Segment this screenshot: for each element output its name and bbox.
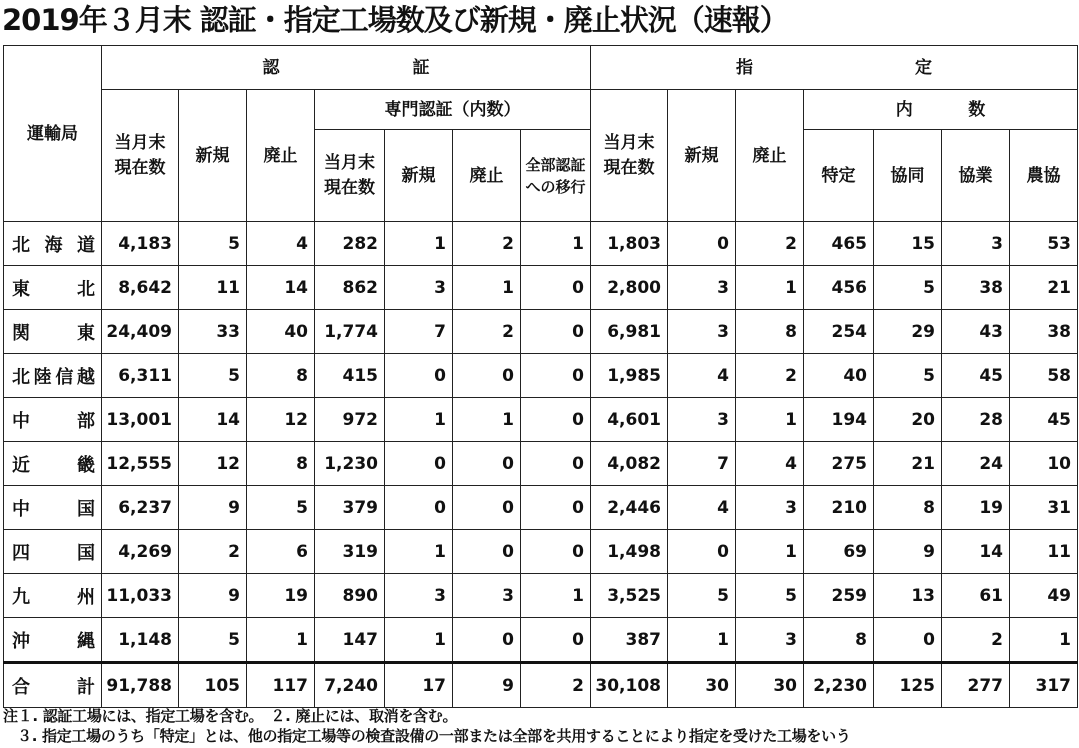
value-cell: 20 <box>874 398 942 442</box>
value-cell: 259 <box>804 574 874 618</box>
table-row <box>4 663 1078 708</box>
value-cell: 3 <box>385 266 453 310</box>
table-row <box>4 398 1078 442</box>
header-des-kyodo: 協同 <box>874 130 942 222</box>
value-cell: 0 <box>385 486 453 530</box>
value-cell: 2 <box>736 354 804 398</box>
value-cell: 2,800 <box>591 266 668 310</box>
value-cell: 91,788 <box>102 663 179 708</box>
value-cell: 147 <box>315 618 385 663</box>
value-cell: 277 <box>942 663 1010 708</box>
value-cell: 12 <box>247 398 315 442</box>
value-cell: 4 <box>668 354 736 398</box>
footnotes <box>3 706 1077 746</box>
value-cell: 7 <box>385 310 453 354</box>
value-cell: 2 <box>179 530 247 574</box>
value-cell: 1,985 <box>591 354 668 398</box>
value-cell: 9 <box>453 663 521 708</box>
value-cell: 4 <box>736 442 804 486</box>
value-cell: 1 <box>453 398 521 442</box>
value-cell: 24,409 <box>102 310 179 354</box>
value-cell: 117 <box>247 663 315 708</box>
region-cell: 関東 <box>4 310 102 354</box>
value-cell: 3 <box>668 266 736 310</box>
value-cell: 1,774 <box>315 310 385 354</box>
region-cell: 合計 <box>4 663 102 708</box>
value-cell: 5 <box>179 354 247 398</box>
header-spec-transfer: 全部認証 への移行 <box>521 130 591 222</box>
value-cell: 0 <box>521 442 591 486</box>
region-cell: 近畿 <box>4 442 102 486</box>
value-cell: 19 <box>942 486 1010 530</box>
value-cell: 2 <box>942 618 1010 663</box>
value-cell: 14 <box>942 530 1010 574</box>
value-cell: 210 <box>804 486 874 530</box>
value-cell: 12 <box>179 442 247 486</box>
header-spec-new: 新規 <box>385 130 453 222</box>
header-specialized: 専門認証（内数） <box>315 90 591 130</box>
value-cell: 0 <box>521 266 591 310</box>
table-row <box>4 310 1078 354</box>
value-cell: 19 <box>247 574 315 618</box>
value-cell: 1 <box>668 618 736 663</box>
value-cell: 3 <box>942 222 1010 266</box>
value-cell: 1,148 <box>102 618 179 663</box>
value-cell: 1 <box>736 398 804 442</box>
value-cell: 8 <box>247 442 315 486</box>
value-cell: 1 <box>385 398 453 442</box>
value-cell: 6,981 <box>591 310 668 354</box>
value-cell: 1,498 <box>591 530 668 574</box>
region-cell: 四国 <box>4 530 102 574</box>
value-cell: 17 <box>385 663 453 708</box>
value-cell: 11 <box>179 266 247 310</box>
value-cell: 0 <box>385 442 453 486</box>
value-cell: 58 <box>1010 354 1078 398</box>
value-cell: 38 <box>1010 310 1078 354</box>
value-cell: 2 <box>736 222 804 266</box>
value-cell: 1,230 <box>315 442 385 486</box>
region-cell: 北陸信越 <box>4 354 102 398</box>
value-cell: 11,033 <box>102 574 179 618</box>
value-cell: 5 <box>874 354 942 398</box>
value-cell: 0 <box>453 442 521 486</box>
value-cell: 0 <box>453 530 521 574</box>
value-cell: 9 <box>179 574 247 618</box>
value-cell: 1 <box>247 618 315 663</box>
value-cell: 1 <box>736 530 804 574</box>
value-cell: 4,183 <box>102 222 179 266</box>
table-row <box>4 530 1078 574</box>
value-cell: 30 <box>736 663 804 708</box>
value-cell: 456 <box>804 266 874 310</box>
value-cell: 9 <box>874 530 942 574</box>
value-cell: 2 <box>521 663 591 708</box>
header-cert-closed: 廃止 <box>247 90 315 222</box>
footnote-line-2: ３. 指定工場のうち「特定」とは、他の指定工場等の検査設備の一部または全部を共用することにより指定を受けた工場をいう <box>17 727 851 745</box>
value-cell: 43 <box>942 310 1010 354</box>
value-cell: 15 <box>874 222 942 266</box>
value-cell: 3,525 <box>591 574 668 618</box>
value-cell: 12,555 <box>102 442 179 486</box>
header-cert-current: 当月末 現在数 <box>102 90 179 222</box>
region-cell: 中国 <box>4 486 102 530</box>
value-cell: 7 <box>668 442 736 486</box>
value-cell: 4,601 <box>591 398 668 442</box>
value-cell: 53 <box>1010 222 1078 266</box>
region-cell: 中部 <box>4 398 102 442</box>
header-des-closed: 廃止 <box>736 90 804 222</box>
value-cell: 45 <box>942 354 1010 398</box>
value-cell: 5 <box>179 618 247 663</box>
value-cell: 5 <box>668 574 736 618</box>
header-spec-closed: 廃止 <box>453 130 521 222</box>
table-row <box>4 442 1078 486</box>
value-cell: 319 <box>315 530 385 574</box>
value-cell: 40 <box>804 354 874 398</box>
value-cell: 317 <box>1010 663 1078 708</box>
value-cell: 14 <box>247 266 315 310</box>
table-row <box>4 222 1078 266</box>
value-cell: 13 <box>874 574 942 618</box>
value-cell: 5 <box>874 266 942 310</box>
value-cell: 0 <box>668 530 736 574</box>
value-cell: 972 <box>315 398 385 442</box>
value-cell: 2,230 <box>804 663 874 708</box>
header-cert-new: 新規 <box>179 90 247 222</box>
value-cell: 61 <box>942 574 1010 618</box>
value-cell: 254 <box>804 310 874 354</box>
value-cell: 3 <box>668 398 736 442</box>
value-cell: 9 <box>179 486 247 530</box>
value-cell: 379 <box>315 486 385 530</box>
value-cell: 0 <box>668 222 736 266</box>
value-cell: 21 <box>874 442 942 486</box>
value-cell: 125 <box>874 663 942 708</box>
value-cell: 194 <box>804 398 874 442</box>
value-cell: 33 <box>179 310 247 354</box>
table-row <box>4 354 1078 398</box>
value-cell: 0 <box>521 618 591 663</box>
value-cell: 1,803 <box>591 222 668 266</box>
value-cell: 1 <box>521 222 591 266</box>
value-cell: 45 <box>1010 398 1078 442</box>
value-cell: 282 <box>315 222 385 266</box>
value-cell: 10 <box>1010 442 1078 486</box>
value-cell: 1 <box>521 574 591 618</box>
value-cell: 4 <box>668 486 736 530</box>
value-cell: 6,311 <box>102 354 179 398</box>
table-row <box>4 486 1078 530</box>
value-cell: 0 <box>453 486 521 530</box>
header-certification: 認 証 <box>102 46 591 90</box>
value-cell: 5 <box>247 486 315 530</box>
value-cell: 890 <box>315 574 385 618</box>
value-cell: 14 <box>179 398 247 442</box>
value-cell: 3 <box>736 486 804 530</box>
value-cell: 387 <box>591 618 668 663</box>
value-cell: 3 <box>453 574 521 618</box>
value-cell: 7,240 <box>315 663 385 708</box>
value-cell: 4,269 <box>102 530 179 574</box>
value-cell: 2 <box>453 222 521 266</box>
header-region: 運輸局 <box>4 46 102 222</box>
value-cell: 0 <box>521 530 591 574</box>
value-cell: 0 <box>385 354 453 398</box>
value-cell: 0 <box>521 310 591 354</box>
value-cell: 0 <box>521 354 591 398</box>
value-cell: 5 <box>736 574 804 618</box>
value-cell: 31 <box>1010 486 1078 530</box>
value-cell: 0 <box>521 486 591 530</box>
value-cell: 0 <box>453 618 521 663</box>
value-cell: 30 <box>668 663 736 708</box>
value-cell: 49 <box>1010 574 1078 618</box>
value-cell: 1 <box>385 618 453 663</box>
value-cell: 24 <box>942 442 1010 486</box>
page-title: 2019年３月末 認証・指定工場数及び新規・廃止状況（速報） <box>2 3 788 37</box>
value-cell: 13,001 <box>102 398 179 442</box>
value-cell: 3 <box>668 310 736 354</box>
value-cell: 4,082 <box>591 442 668 486</box>
value-cell: 6,237 <box>102 486 179 530</box>
table-body <box>4 222 1078 708</box>
region-cell: 九州 <box>4 574 102 618</box>
value-cell: 29 <box>874 310 942 354</box>
value-cell: 3 <box>385 574 453 618</box>
region-cell: 東北 <box>4 266 102 310</box>
value-cell: 1 <box>453 266 521 310</box>
header-des-new: 新規 <box>668 90 736 222</box>
table-row <box>4 266 1078 310</box>
table-row <box>4 574 1078 618</box>
footnote-line-1: 注１. 認証工場には、指定工場を含む。 ２. 廃止には、取消を含む。 <box>3 707 458 725</box>
value-cell: 40 <box>247 310 315 354</box>
header-des-current: 当月末 現在数 <box>591 90 668 222</box>
value-cell: 8,642 <box>102 266 179 310</box>
header-des-kyogyo: 協業 <box>942 130 1010 222</box>
value-cell: 465 <box>804 222 874 266</box>
value-cell: 8 <box>736 310 804 354</box>
region-cell: 沖縄 <box>4 618 102 663</box>
header-des-nokyo: 農協 <box>1010 130 1078 222</box>
value-cell: 21 <box>1010 266 1078 310</box>
value-cell: 1 <box>1010 618 1078 663</box>
value-cell: 0 <box>874 618 942 663</box>
value-cell: 0 <box>453 354 521 398</box>
value-cell: 1 <box>736 266 804 310</box>
value-cell: 2,446 <box>591 486 668 530</box>
header-inner-count: 内 数 <box>804 90 1078 130</box>
value-cell: 2 <box>453 310 521 354</box>
value-cell: 8 <box>874 486 942 530</box>
region-cell: 北海道 <box>4 222 102 266</box>
value-cell: 30,108 <box>591 663 668 708</box>
factory-statistics-table <box>3 45 1078 708</box>
value-cell: 8 <box>804 618 874 663</box>
value-cell: 415 <box>315 354 385 398</box>
value-cell: 38 <box>942 266 1010 310</box>
value-cell: 0 <box>521 398 591 442</box>
value-cell: 11 <box>1010 530 1078 574</box>
value-cell: 8 <box>247 354 315 398</box>
header-des-tokutei: 特定 <box>804 130 874 222</box>
table-row <box>4 618 1078 663</box>
value-cell: 4 <box>247 222 315 266</box>
header-spec-current: 当月末 現在数 <box>315 130 385 222</box>
value-cell: 105 <box>179 663 247 708</box>
value-cell: 862 <box>315 266 385 310</box>
value-cell: 6 <box>247 530 315 574</box>
value-cell: 275 <box>804 442 874 486</box>
value-cell: 69 <box>804 530 874 574</box>
value-cell: 5 <box>179 222 247 266</box>
value-cell: 28 <box>942 398 1010 442</box>
value-cell: 1 <box>385 530 453 574</box>
header-designation: 指 定 <box>591 46 1078 90</box>
value-cell: 1 <box>385 222 453 266</box>
value-cell: 3 <box>736 618 804 663</box>
